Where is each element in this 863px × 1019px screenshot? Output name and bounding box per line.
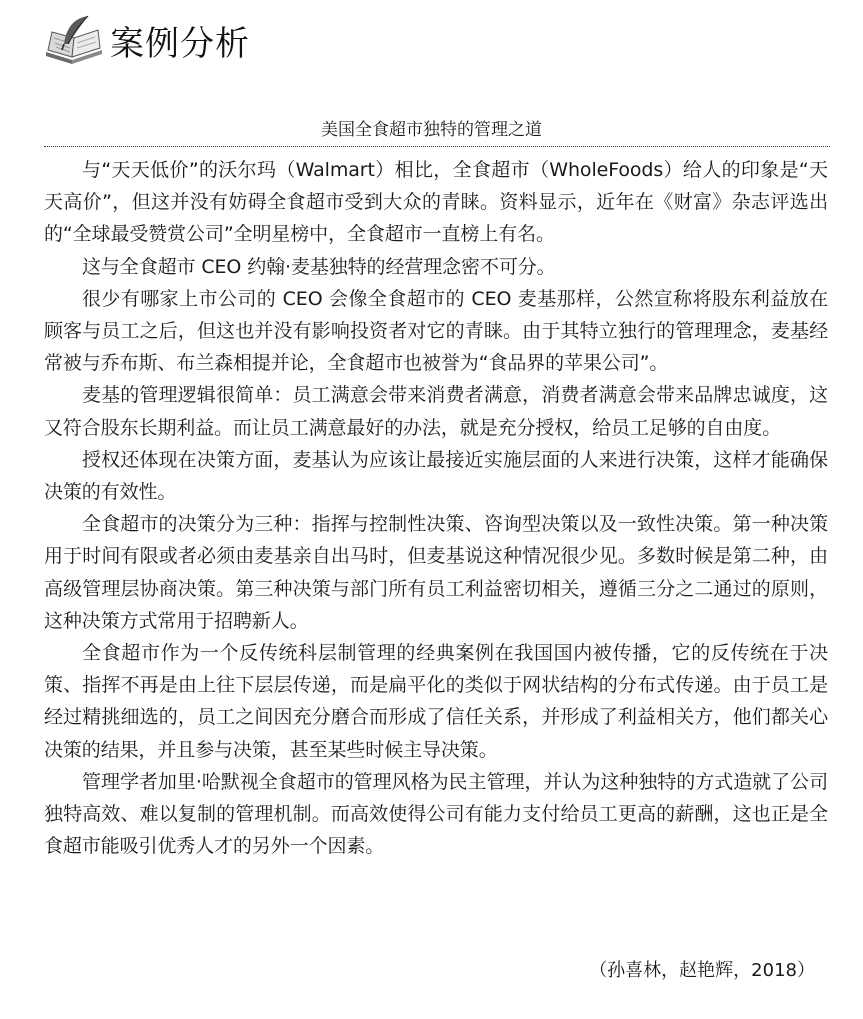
book-quill-icon — [44, 14, 106, 68]
paragraph: 麦基的管理逻辑很简单：员工满意会带来消费者满意，消费者满意会带来品牌忠诚度，这又符合股东长期利益。而让员工满意最好的办法，就是充分授权，给员工足够的自由度。 — [44, 384, 828, 439]
paragraph: 全食超市作为一个反传统科层制管理的经典案例在我国国内被传播，它的反传统在于决策、指挥不再是由上往下层层传递，而是扁平化的类似于网状结构的分布式传递。由于员工是经过精挑细选的，员工之间因充分磨合而形成了信任关系，并形成了利益相关方，他们都关心决策的结果，并且参与决策，甚至某些时候主导决策。 — [44, 642, 828, 761]
section-header — [44, 10, 444, 72]
case-title: 美国全食超市独特的管理之道 — [321, 120, 542, 140]
paragraph: 全食超市的决策分为三种：指挥与控制性决策、咨询型决策以及一致性决策。第一种决策用于时间有限或者必须由麦基亲自出马时，但麦基说这种情况很少见。多数时候是第二种，由高级管理层协商决策。第三种决策与部门所有员工利益密切相关，遵循三分之二通过的原则，这种决策方式常用于招聘新人。 — [44, 513, 828, 632]
section-title: 案例分析 — [110, 24, 250, 64]
citation: （孙喜林，赵艳辉，2018） — [589, 960, 815, 981]
dotted-divider — [44, 146, 830, 147]
paragraph: 与“天天低价”的沃尔玛（Walmart）相比，全食超市（WholeFoods）给人的印象是“天天高价”，但这并没有妨碍全食超市受到大众的青睐。资料显示，近年在《财富》杂志评选出的“全球最受赞赏公司”全明星榜中，全食超市一直榜上有名。 — [44, 159, 828, 246]
paragraph: 这与全食超市 CEO 约翰·麦基独特的经营理念密不可分。 — [82, 255, 556, 278]
paragraph: 很少有哪家上市公司的 CEO 会像全食超市的 CEO 麦基那样，公然宣称将股东利益放在顾客与员工之后，但这也并没有影响投资者对它的青睐。由于其特立独行的管理理念，麦基经常被与乔布斯、布兰森相提并论，全食超市也被誉为“食品界的苹果公司”。 — [44, 287, 828, 375]
case-body — [44, 154, 828, 862]
paragraph: 管理学者加里·哈默视全食超市的管理风格为民主管理，并认为这种独特的方式造就了公司独特高效、难以复制的管理机制。而高效使得公司有能力支付给员工更高的薪酬，这也正是全食超市能吸引优秀人才的另外一个因素。 — [44, 770, 828, 858]
paragraph: 授权还体现在决策方面，麦基认为应该让最接近实施层面的人来进行决策，这样才能确保决策的有效性。 — [44, 448, 828, 504]
